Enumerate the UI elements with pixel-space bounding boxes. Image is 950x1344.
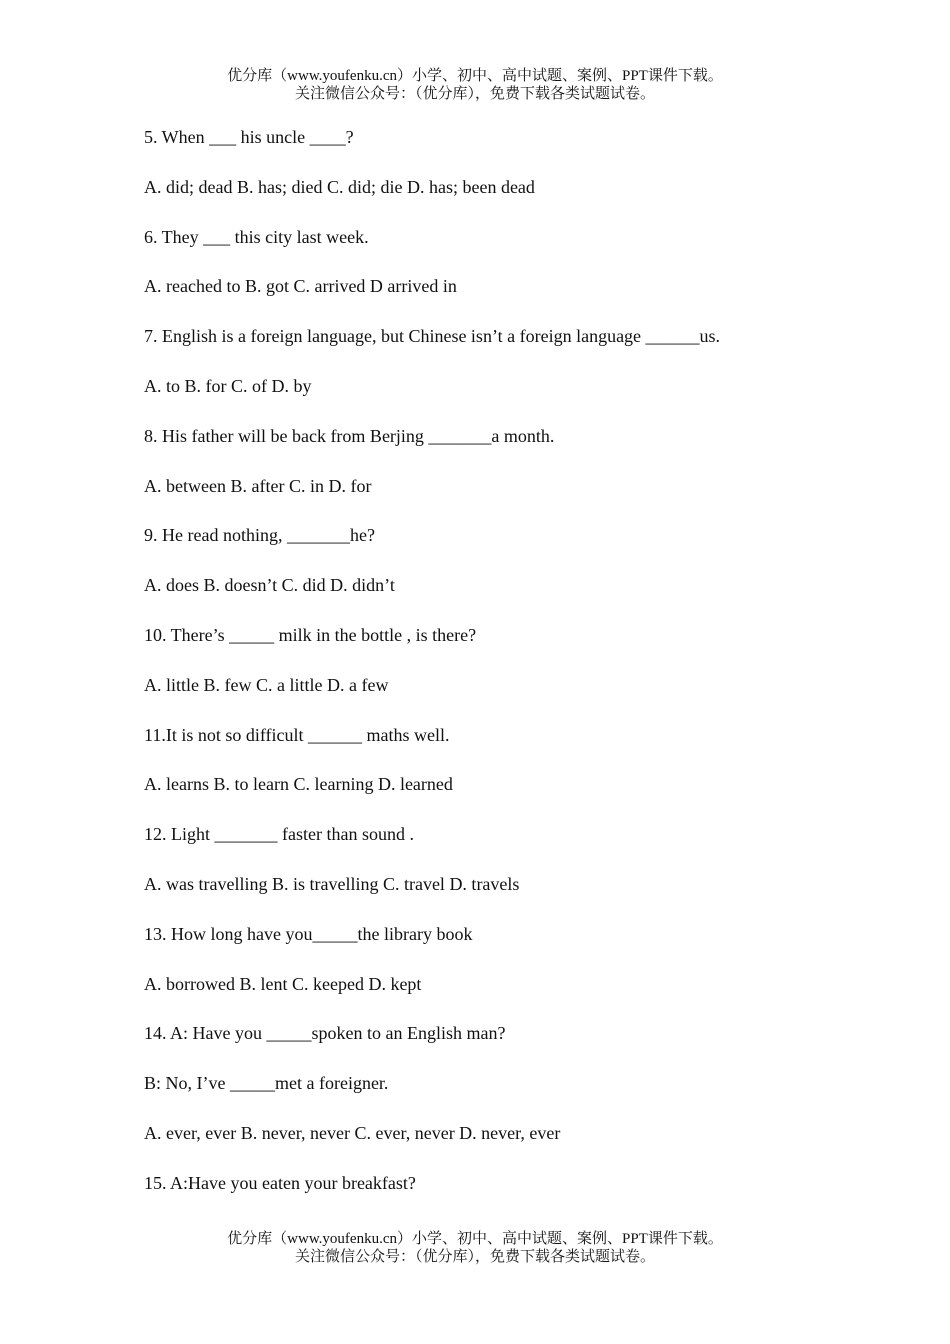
question-7: 7. English is a foreign language, but Chinese isn’t a foreign language ______us. [144, 326, 721, 347]
options-13: A. borrowed B. lent C. keeped D. kept [144, 973, 422, 994]
question-15: 15. A:Have you eaten your breakfast? [144, 1172, 416, 1193]
footer-line-1: 优分库（www.youfenku.cn）小学、初中、高中试题、案例、PPT课件下载。 [227, 1231, 723, 1247]
question-list [144, 124, 904, 1220]
options-9: A. does B. doesn’t C. did D. didn’t [144, 575, 395, 596]
options-6: A. reached to B. got C. arrived D arrived in [144, 276, 457, 297]
question-9: 9. He read nothing, _______he? [144, 525, 375, 546]
question-8: 8. His father will be back from Berjing _______a month. [144, 425, 555, 446]
page-header [0, 67, 950, 103]
header-line-1: 优分库（www.youfenku.cn）小学、初中、高中试题、案例、PPT课件下载。 [227, 68, 723, 84]
options-5: A. did; dead B. has; died C. did; die D. has; been dead [144, 176, 535, 197]
header-line-2: 关注微信公众号：（优分库），免费下载各类试题试卷。 [294, 86, 655, 102]
options-12: A. was travelling B. is travelling C. travel D. travels [144, 873, 520, 894]
options-11: A. learns B. to learn C. learning D. learned [144, 774, 453, 795]
question-5: 5. When ___ his uncle ____? [144, 127, 354, 147]
options-14: A. ever, ever B. never, never C. ever, never D. never, ever [144, 1122, 561, 1143]
options-10: A. little B. few C. a little D. a few [144, 674, 389, 695]
options-8: A. between B. after C. in D. for [144, 475, 372, 496]
question-13: 13. How long have you_____the library book [144, 923, 473, 944]
page-footer [0, 1230, 950, 1266]
question-6: 6. They ___ this city last week. [144, 226, 369, 247]
question-11: 11.It is not so difficult ______ maths well. [144, 724, 450, 745]
footer-line-2: 关注微信公众号：（优分库），免费下载各类试题试卷。 [294, 1249, 655, 1265]
question-14-a: 14. A: Have you _____spoken to an English man? [144, 1023, 506, 1044]
question-14-b: B: No, I’ve _____met a foreigner. [144, 1073, 389, 1094]
options-7: A. to B. for C. of D. by [144, 375, 312, 396]
question-10: 10. There’s _____ milk in the bottle , is there? [144, 624, 477, 645]
question-12: 12. Light _______ faster than sound . [144, 824, 414, 845]
